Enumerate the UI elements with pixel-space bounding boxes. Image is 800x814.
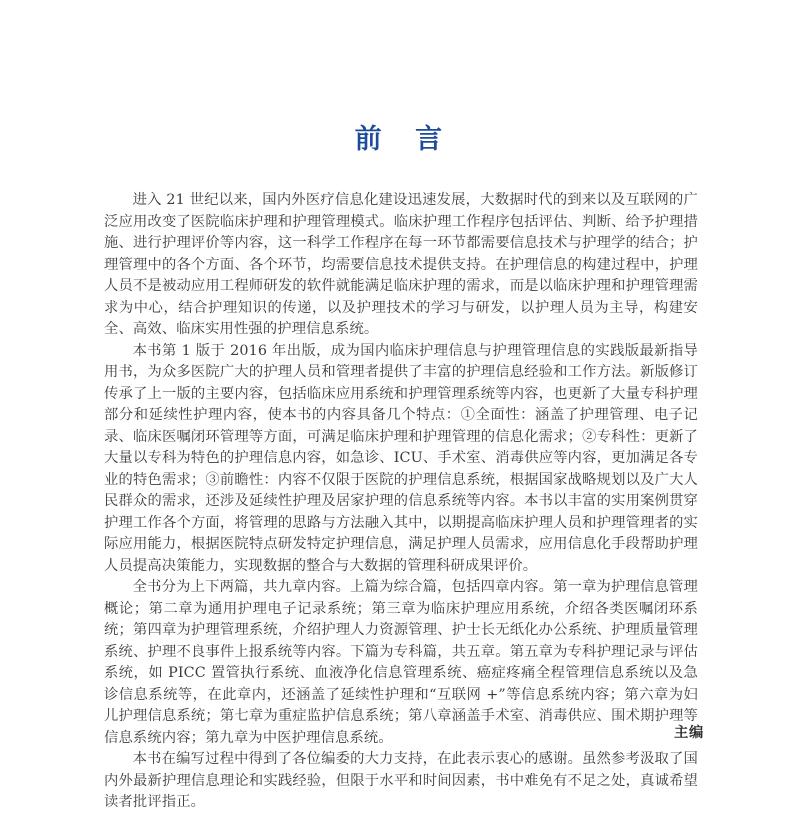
paragraph-1: 进入 21 世纪以来，国内外医疗信息化建设迅速发展，大数据时代的到来以及互联网的广泛应用改变了医院临床护理和护理管理模式。临床护理工作程序包括评估、判断、给予护理措施、进行护理评价等内容，这一科学工作程序在每一环节都需要信息技术与护理学的结合；护理管理中的各个方面、各个环节，均需要信息技术提供支持。在护理信息的构建过程中，护理人员不是被动应用工程师研发的软件就能满足临床护理的需求，而是以临床护理和护理管理需求为中心，结合护理知识的传递，以及护理技术的学习与研发，以护理人员为主导，构建安全、高效、临床实用性强的护理信息系统。 <box>104 192 698 337</box>
preface-body <box>104 190 698 814</box>
signature-block: 主编 <box>673 725 704 741</box>
page-title: 前 言 <box>354 124 446 155</box>
paragraph-3: 全书分为上下两篇，共九章内容。上篇为综合篇，包括四章内容。第一章为护理信息管理概论；第二章为通用护理电子记录系统；第三章为临床护理应用系统，介绍各类医嘱闭环系统；第四章为护理管理系统，介绍护理人力资源管理、护士长无纸化办公系统、护理质量管理系统、护理不良事件上报系统等内容。下篇为专科篇，共五章。第五章为专科护理记录与评估系统，如 PICC 置管执行系统、血液净化信息管理系统、癌症疼痛全程管理信息系统以及急诊信息系统等，在此章内，还涵盖了延续性护理和“互联网 +”等信息系统内容；第六章为妇儿护理信息系统；第七章为重症监护信息系统；第八章涵盖手术室、消毒供应、围术期护理等信息系统内容；第九章为中医护理信息系统。 <box>104 579 698 746</box>
paragraph-2: 本书第 1 版于 2016 年出版，成为国内临床护理信息与护理管理信息的实践版最新指导用书，为众多医院广大的护理人员和管理者提供了丰富的护理信息经验和工作方法。新版修订传承了上一版的主要内容，包括临床应用系统和护理管理系统等内容，也更新了大量专科护理部分和延续性护理内容，使本书的内容具备几个特点：①全面性：涵盖了护理管理、电子记录、临床医嘱闭环管理等方面，可满足临床护理和护理管理的信息化需求；②专科性：更新了大量以专科为特色的护理信息内容，如急诊、ICU、手术室、消毒供应等内容，更加满足各专业的特色需求；③前瞻性：内容不仅限于医院的护理信息系统，根据国家战略规划以及广大人民群众的需求，还涉及延续性护理及居家护理的信息系统等内容。本书以丰富的实用案例贯穿护理工作各个方面，将管理的思路与方法融入其中，以期提高临床护理人员和护理管理者的实际应用能力，根据医院特点研发特定护理信息，满足护理人员需求，应用信息化手段帮助护理人员提高决策能力，实现数据的整合与大数据的管理科研成果评价。 <box>104 342 698 574</box>
paragraph-4: 本书在编写过程中得到了各位编委的大力支持，在此表示衷心的感谢。虽然参考汲取了国内外最新护理信息理论和实践经验，但限于水平和时间因素，书中难免有不足之处，真诚希望读者批评指正。 <box>104 751 698 810</box>
